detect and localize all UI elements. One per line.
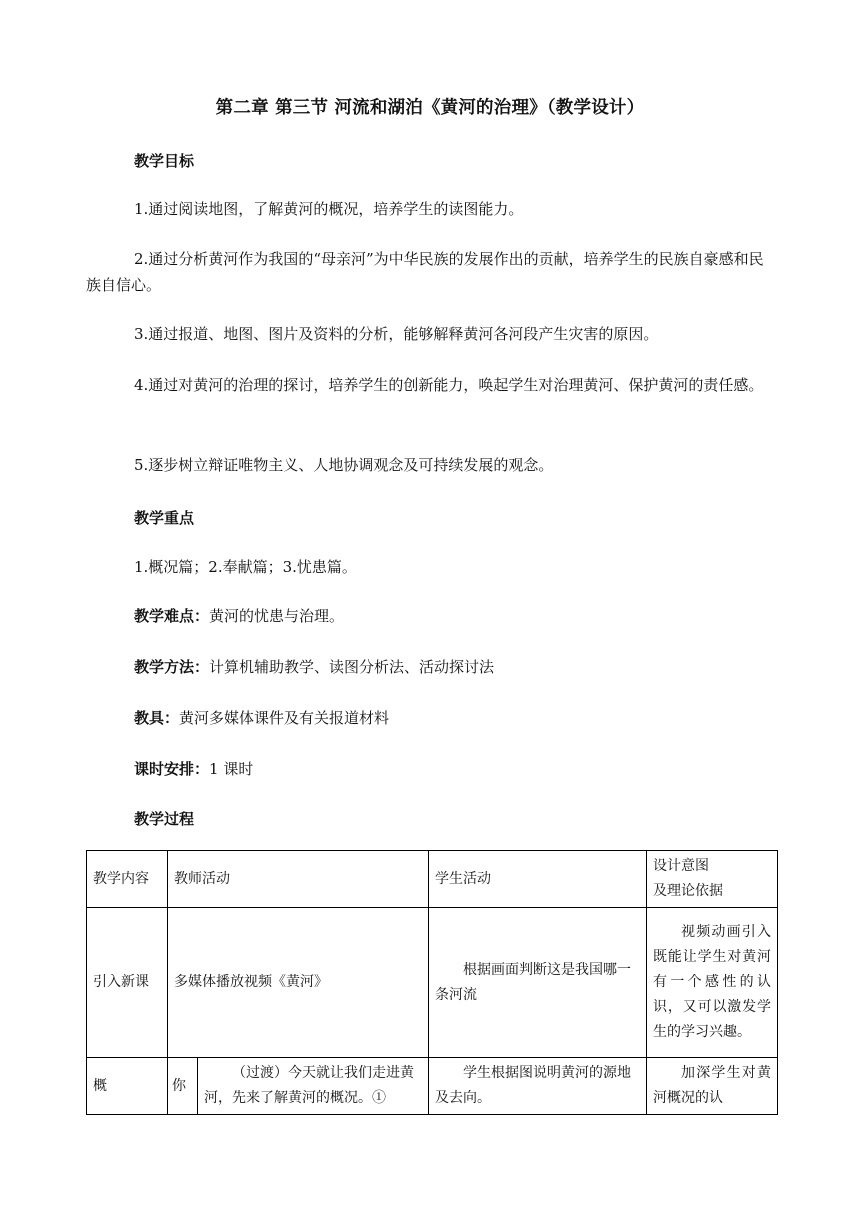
process-heading: 教学过程 — [134, 810, 195, 828]
document-title: 第二章 第三节 河流和湖泊《黄河的治理》（教学设计） — [215, 98, 645, 118]
row2-teacher: （过渡）今天就让我们走进黄河，先来了解黄河的概况。① — [198, 1058, 429, 1115]
schedule-label: 课时安排： — [134, 760, 210, 778]
schedule-text: 1 课时 — [209, 760, 254, 778]
objective-item-3: 3.通过报道、地图、图片及资料的分析，能够解释黄河各河段产生灾害的原因。 — [134, 325, 659, 343]
row1-student: 根据画面判断这是我国哪一条河流 — [429, 908, 647, 1058]
method-label: 教学方法： — [134, 658, 210, 676]
header-teacher: 教师活动 — [168, 851, 429, 908]
row2-teacher-side: 你 — [168, 1058, 198, 1115]
difficulty-text: 黄河的忧患与治理。 — [209, 607, 345, 625]
method-text: 计算机辅助教学、读图分析法、活动探讨法 — [209, 658, 495, 676]
tools-text: 黄河多媒体课件及有关报道材料 — [179, 709, 390, 727]
key-points-text: 1.概况篇；2.奉献篇；3.忧患篇。 — [134, 558, 357, 576]
objective-item-4: 4.通过对黄河的治理的探讨，培养学生的创新能力，唤起学生对治理黄河、保护黄河的责任感。 — [134, 376, 764, 394]
row2-student: 学生根据图说明黄河的源地及去向。 — [429, 1058, 647, 1115]
header-student: 学生活动 — [429, 851, 647, 908]
difficulty-label: 教学难点： — [134, 607, 210, 625]
row2-content: 概 — [87, 1058, 168, 1115]
header-content: 教学内容 — [87, 851, 168, 908]
header-intent-line-2: 及理论依据 — [653, 883, 723, 899]
key-points-heading: 教学重点 — [134, 509, 195, 527]
header-intent — [647, 851, 778, 908]
row1-content: 引入新课 — [87, 908, 168, 1058]
difficulty-line — [134, 605, 344, 626]
method-line — [134, 656, 494, 677]
objective-item-1: 1.通过阅读地图，了解黄河的概况，培养学生的读图能力。 — [134, 200, 524, 218]
table-header-row — [87, 851, 778, 908]
header-intent-line-1: 设计意图 — [653, 858, 709, 874]
objective-item-2: 2.通过分析黄河作为我国的“母亲河”为中华民族的发展作出的贡献，培养学生的民族自豪感和民族自信心。 — [86, 250, 764, 294]
row1-intent: 视频动画引入既能让学生对黄河有一个感性的认识，又可以激发学生的学习兴趣。 — [647, 908, 778, 1058]
tools-label: 教具： — [134, 709, 180, 727]
table-row — [87, 908, 778, 1058]
process-table — [86, 850, 778, 1115]
row1-teacher: 多媒体播放视频《黄河》 — [168, 908, 429, 1058]
objectives-heading: 教学目标 — [134, 152, 195, 170]
tools-line — [134, 707, 389, 728]
row2-intent: 加深学生对黄河概况的认 — [647, 1058, 778, 1115]
objective-item-5: 5.逐步树立辩证唯物主义、人地协调观念及可持续发展的观念。 — [134, 456, 554, 474]
table-row — [87, 1058, 778, 1115]
schedule-line — [134, 758, 253, 779]
